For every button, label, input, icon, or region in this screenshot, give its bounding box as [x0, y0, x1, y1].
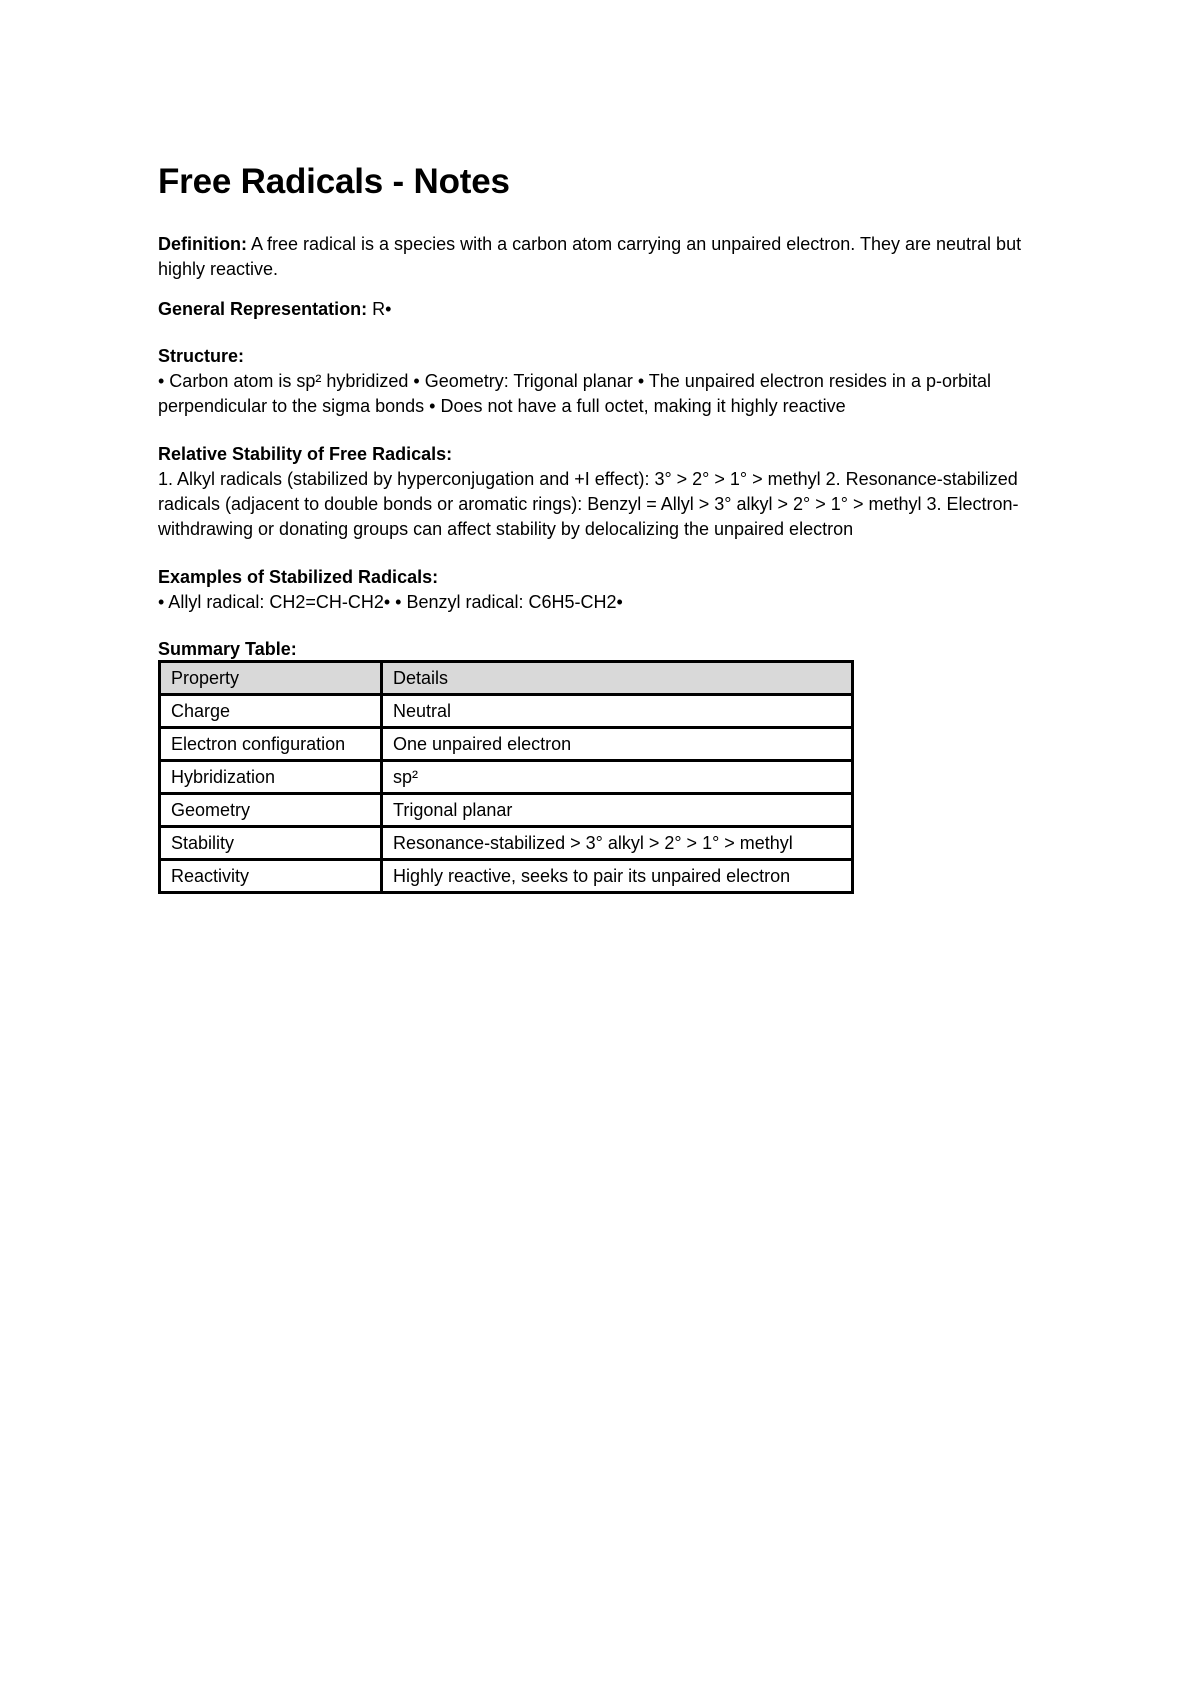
table-cell-property: Charge [160, 695, 382, 728]
relative-stability-heading: Relative Stability of Free Radicals: [158, 444, 453, 464]
general-representation-paragraph [158, 297, 1058, 322]
examples-text: • Allyl radical: CH2=CH-CH2• • Benzyl radical: C6H5-CH2• [158, 592, 623, 612]
table-header-cell: Details [382, 662, 853, 695]
structure-heading: Structure: [158, 346, 245, 366]
table-cell-details: One unpaired electron [382, 728, 853, 761]
definition-label: Definition: [158, 234, 247, 254]
table-row [160, 827, 853, 860]
general-representation-label: General Representation: [158, 299, 368, 319]
table-cell-details: Neutral [382, 695, 853, 728]
table-cell-property: Geometry [160, 794, 382, 827]
relative-stability-text: 1. Alkyl radicals (stabilized by hyperconjugation and +I effect): 3° > 2° > 1° > methyl 2. Resonance-stabilized radicals (adjacent to double bonds or aromatic rings): Benzyl = Allyl > 3° alkyl > 2° > 1° > methyl 3. Electron-withdrawing or donating groups can affect stability by delocalizing the unpaired electron [158, 469, 1019, 539]
examples-section [158, 565, 1058, 615]
table-header-cell: Property [160, 662, 382, 695]
table-cell-property: Electron configuration [160, 728, 382, 761]
table-cell-details: sp² [382, 761, 853, 794]
table-cell-property: Hybridization [160, 761, 382, 794]
structure-text: • Carbon atom is sp² hybridized • Geometry: Trigonal planar • The unpaired electron resides in a p-orbital perpendicular to the sigma bonds • Does not have a full octet, making it highly reactive [158, 371, 991, 416]
table-header-row [160, 662, 853, 695]
table-cell-details: Trigonal planar [382, 794, 853, 827]
table-row [160, 728, 853, 761]
summary-heading: Summary Table: [158, 639, 297, 659]
table-cell-property: Reactivity [160, 860, 382, 893]
table-row [160, 695, 853, 728]
table-cell-details: Highly reactive, seeks to pair its unpaired electron [382, 860, 853, 893]
structure-section [158, 344, 1058, 419]
examples-heading: Examples of Stabilized Radicals: [158, 567, 439, 587]
document-page [158, 158, 1058, 894]
table-row [160, 761, 853, 794]
table-cell-property: Stability [160, 827, 382, 860]
relative-stability-section [158, 442, 1058, 542]
table-row [160, 860, 853, 893]
table-cell-details: Resonance-stabilized > 3° alkyl > 2° > 1° > methyl [382, 827, 853, 860]
table-row [160, 794, 853, 827]
page-title: Free Radicals - Notes [158, 162, 510, 201]
summary-table [158, 660, 854, 894]
definition-text: A free radical is a species with a carbon atom carrying an unpaired electron. They are neutral but highly reactive. [158, 234, 1022, 279]
summary-section [158, 638, 1058, 894]
general-representation-text: R• [367, 299, 392, 319]
definition-paragraph [158, 232, 1058, 282]
